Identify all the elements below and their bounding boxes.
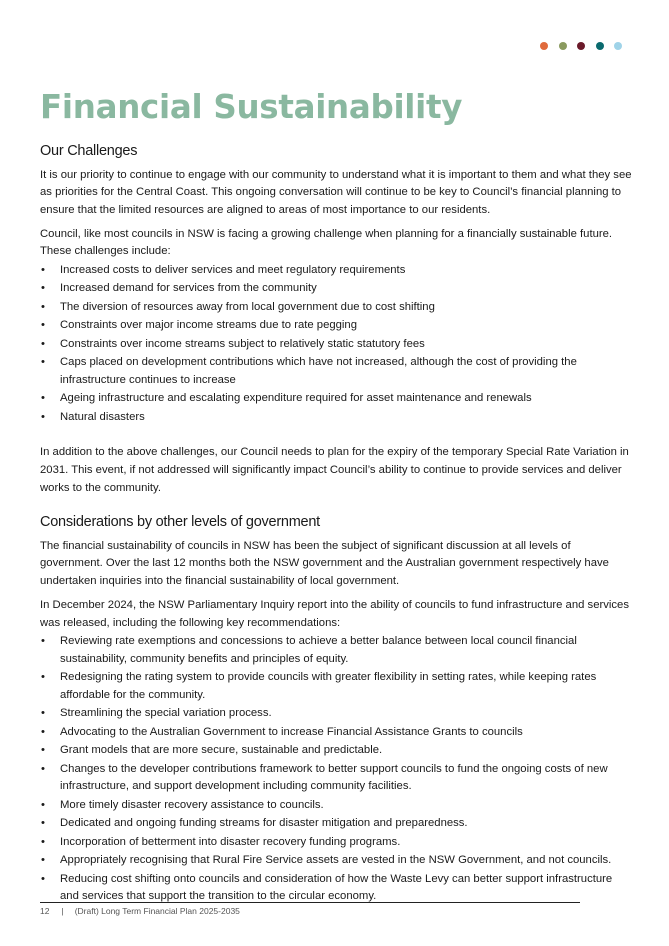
list-item: • Constraints over major income streams due to rate pegging — [40, 317, 632, 335]
main-content — [40, 143, 632, 906]
list-item: • Increased demand for services from the community — [40, 280, 632, 298]
light-blue-dot — [614, 42, 622, 50]
list-item: • More timely disaster recovery assistance to councils. — [40, 797, 632, 815]
maroon-dot — [577, 42, 585, 50]
list-item: • Appropriately recognising that Rural Fire Service assets are vested in the NSW Government, and not councils. — [40, 852, 632, 870]
footer-separator: | — [61, 906, 64, 916]
decorative-dots — [540, 42, 622, 50]
paragraph: In addition to the above challenges, our Council needs to plan for the expiry of the temporary Special Rate Variation in 2031. This event, if not addressed will significantly impact Council’s ability to continue to provide services and deliver works to the community. — [40, 446, 629, 494]
list-item: • Increased costs to deliver services and meet regulatory requirements — [40, 262, 632, 280]
list-item: • Grant models that are more secure, sustainable and predictable. — [40, 742, 632, 760]
other-government-section — [40, 514, 632, 906]
paragraph: Council, like most councils in NSW is facing a growing challenge when planning for a financially sustainable future. These challenges include: — [40, 227, 613, 258]
paragraph: In December 2024, the NSW Parliamentary Inquiry report into the ability of councils to fund infrastructure and services was released, including the following key recommendations: — [40, 599, 629, 629]
list-item: • Natural disasters — [40, 409, 632, 427]
document-title: (Draft) Long Term Financial Plan 2025-2035 — [74, 906, 240, 916]
our-challenges-section — [40, 143, 632, 497]
list-item: • Advocating to the Australian Government to increase Financial Assistance Grants to councils — [40, 724, 632, 742]
list-item: • Reducing cost shifting onto councils and consideration of how the Waste Levy can better support infrastructure and services that support the transition to the circular economy. — [40, 871, 632, 906]
paragraph: It is our priority to continue to engage with our community to understand what it is important to them and what they see as priorities for the Central Coast. This ongoing conversation will continue to be key to Council’s financial planning to ensure that the limited resources are aligned to areas of most importance to our residents. — [40, 168, 632, 216]
list-item: • Redesigning the rating system to provide councils with greater flexibility in setting rates, while keeping rates affordable for the community. — [40, 669, 632, 704]
olive-dot — [559, 42, 567, 50]
section-heading: Our Challenges — [40, 143, 138, 159]
page-title: Financial Sustainability — [40, 88, 463, 126]
list-item: • Constraints over income streams subject to relatively static statutory fees — [40, 336, 632, 354]
section-heading: Considerations by other levels of government — [40, 514, 320, 531]
list-item: • Dedicated and ongoing funding streams for disaster mitigation and preparedness. — [40, 815, 632, 833]
paragraph: The financial sustainability of councils in NSW has been the subject of significant discussion at all levels of government. Over the last 12 months both the NSW government and the Australian government respectively have undertaken inquiries into the financial sustainability of local government. — [40, 539, 609, 587]
page-number: 12 — [40, 906, 50, 916]
challenges-list — [40, 262, 632, 427]
recommendations-list — [40, 633, 632, 906]
list-item: • Changes to the developer contributions framework to better support councils to fund the ongoing costs of new infrastructure, and support development including community facilities. — [40, 761, 632, 796]
orange-dot — [540, 42, 548, 50]
list-item: • Caps placed on development contributions which have not increased, although the cost of providing the infrastructure continues to increase — [40, 354, 632, 389]
list-item: • Incorporation of betterment into disaster recovery funding programs. — [40, 834, 632, 852]
footer-divider — [40, 902, 580, 903]
list-item: • Streamlining the special variation process. — [40, 705, 632, 723]
list-item: • Reviewing rate exemptions and concessions to achieve a better balance between local council financial sustainability, community benefits and principles of equity. — [40, 633, 632, 668]
list-item: • The diversion of resources away from local government due to cost shifting — [40, 299, 632, 317]
teal-dot — [596, 42, 604, 50]
page-footer — [40, 906, 240, 916]
list-item: • Ageing infrastructure and escalating expenditure required for asset maintenance and renewals — [40, 390, 632, 408]
